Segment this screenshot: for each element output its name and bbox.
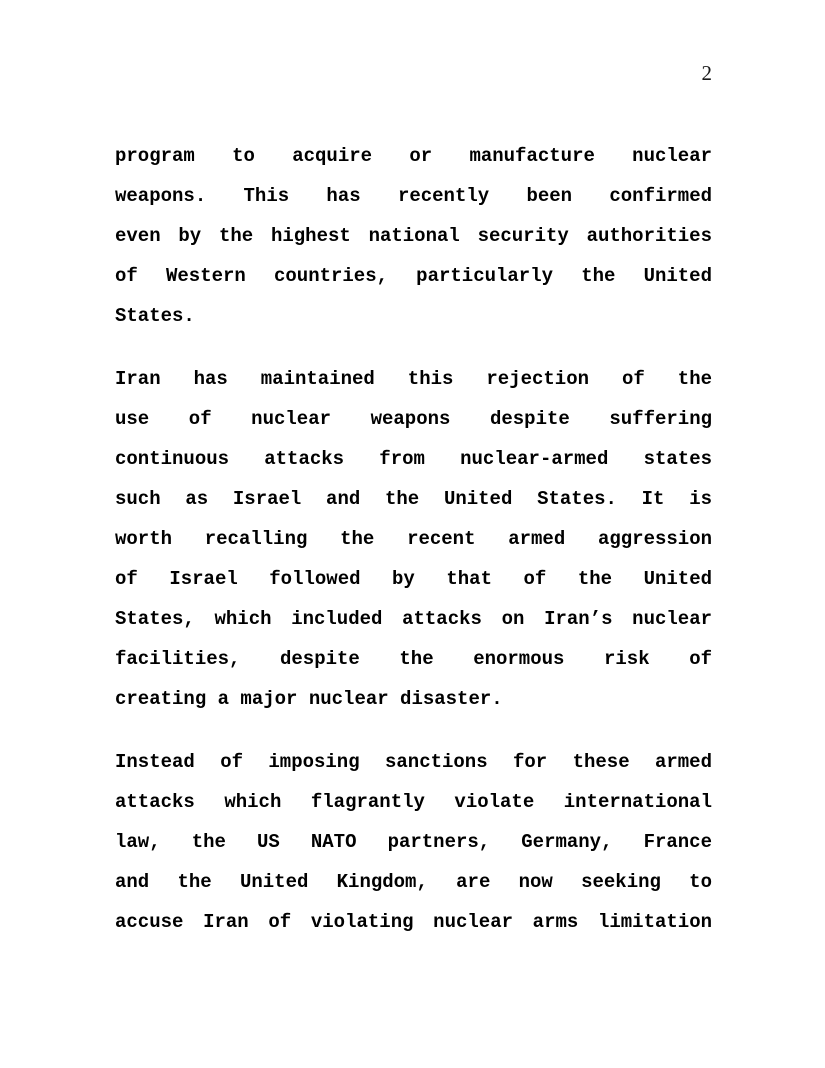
paragraph bbox=[115, 742, 712, 942]
text-line: of Western countries, particularly the United bbox=[115, 265, 712, 287]
text-line: accuse Iran of violating nuclear arms limitation bbox=[115, 911, 712, 933]
text-line: facilities, despite the enormous risk of bbox=[115, 648, 712, 670]
document-body bbox=[115, 136, 712, 965]
text-line: and the United Kingdom, are now seeking to bbox=[115, 871, 712, 893]
text-line: Iran has maintained this rejection of the bbox=[115, 368, 712, 390]
text-line: States, which included attacks on Iran’s nuclear bbox=[115, 608, 712, 630]
text-line: continuous attacks from nuclear-armed states bbox=[115, 448, 712, 470]
text-line: States. bbox=[115, 305, 195, 327]
text-line: such as Israel and the United States. It is bbox=[115, 488, 712, 510]
text-line: use of nuclear weapons despite suffering bbox=[115, 408, 712, 430]
text-line: attacks which flagrantly violate international bbox=[115, 791, 712, 813]
text-line: law, the US NATO partners, Germany, France bbox=[115, 831, 712, 853]
page-number: 2 bbox=[701, 61, 712, 85]
text-line: weapons. This has recently been confirmed bbox=[115, 185, 712, 207]
text-line: worth recalling the recent armed aggression bbox=[115, 528, 712, 550]
text-line: even by the highest national security authorities bbox=[115, 225, 712, 247]
paragraph bbox=[115, 136, 712, 336]
paragraph bbox=[115, 359, 712, 719]
text-line: program to acquire or manufacture nuclear bbox=[115, 145, 712, 167]
text-line: Instead of imposing sanctions for these armed bbox=[115, 751, 712, 773]
text-line: of Israel followed by that of the United bbox=[115, 568, 712, 590]
text-line: creating a major nuclear disaster. bbox=[115, 688, 503, 710]
